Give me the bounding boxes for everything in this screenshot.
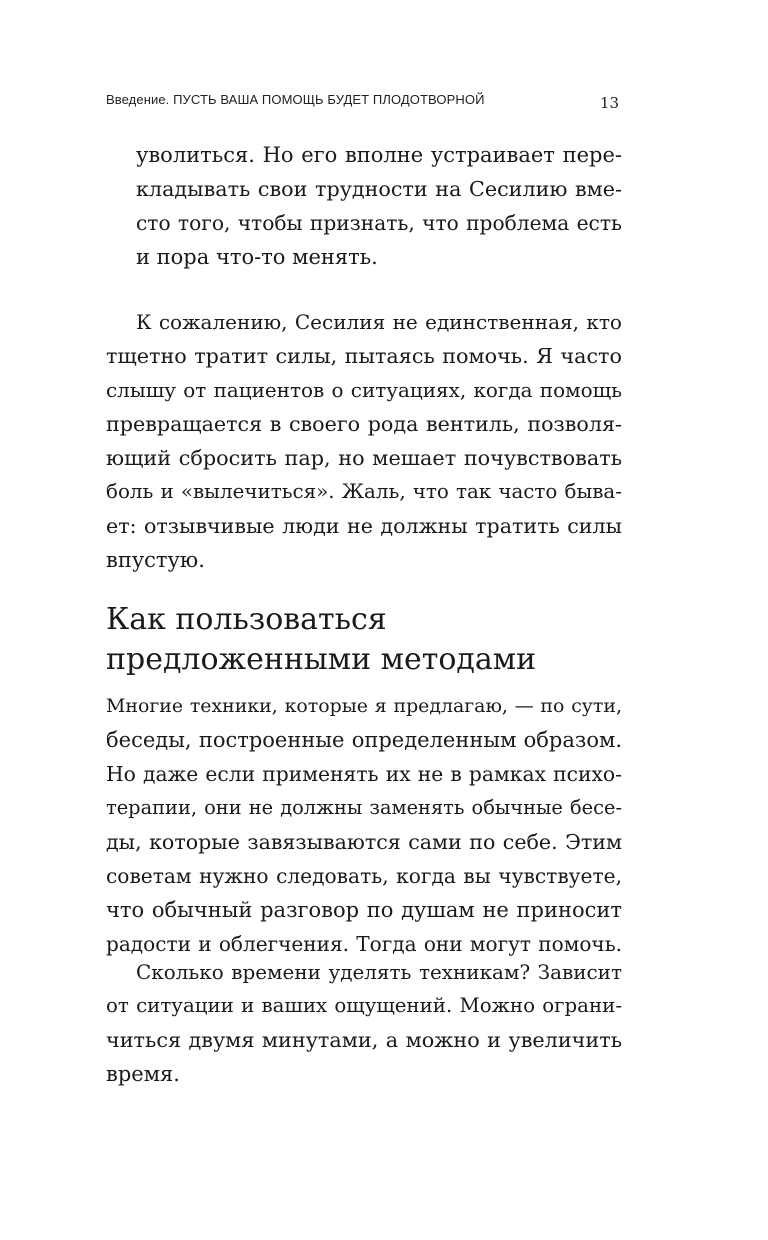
section-heading-line: Как пользоваться xyxy=(106,602,387,637)
running-head-title: Введение. ПУСТЬ ВАША ПОМОЩЬ БУДЕТ ПЛОДОТВОРНОЙ xyxy=(106,92,485,107)
text-line: читься двумя минутами, а можно и увеличить xyxy=(106,1028,622,1052)
paragraph-time xyxy=(106,955,622,1091)
paragraph-techniques xyxy=(106,689,622,961)
text-line: советам нужно следовать, когда вы чувствуете, xyxy=(106,864,622,888)
text-line: и пора что-то менять. xyxy=(136,245,378,269)
text-line: беседы, построенные определенным образом. xyxy=(106,728,622,752)
text-line: ет: отзывчивые люди не должны тратить силы xyxy=(106,514,622,538)
text-line: тщетно тратит силы, пытаясь помочь. Я часто xyxy=(106,344,622,368)
text-line: уволиться. Но его вполне устраивает пере- xyxy=(136,143,622,167)
text-line: кладывать свои трудности на Сесилию вме- xyxy=(136,177,622,201)
page-number: 13 xyxy=(600,94,620,112)
paragraph-cecilia xyxy=(106,305,622,577)
text-line: Многие техники, которые я предлагаю, — по сути, xyxy=(106,695,622,717)
text-line: что обычный разговор по душам не приносит xyxy=(106,898,622,922)
text-line: радости и облегчения. Тогда они могут помочь. xyxy=(106,932,622,956)
text-line: ды, которые завязываются сами по себе. Этим xyxy=(106,830,622,854)
section-heading-line: предложенными методами xyxy=(106,642,537,677)
text-line: превращается в своего рода вентиль, позволя- xyxy=(106,412,622,436)
text-line: ющий сбросить пар, но мешает почувствовать xyxy=(106,446,622,470)
text-line: К сожалению, Сесилия не единственная, кто xyxy=(136,310,622,334)
text-line: терапии, они не должны заменять обычные бесе- xyxy=(106,796,622,819)
text-line: сто того, чтобы признать, что проблема есть xyxy=(136,211,622,235)
paragraph-continuation xyxy=(136,138,622,274)
text-line: боль и «вылечиться». Жаль, что так часто быва- xyxy=(106,480,622,503)
text-line: время. xyxy=(106,1062,180,1086)
text-line: Сколько времени уделять техникам? Зависит xyxy=(136,960,622,984)
text-line: слышу от пациентов о ситуациях, когда помощь xyxy=(106,378,622,402)
section-heading xyxy=(106,600,666,680)
text-line: от ситуации и ваших ощущений. Можно ограни- xyxy=(106,994,622,1017)
text-line: Но даже если применять их не в рамках психо- xyxy=(106,762,622,786)
text-line: впустую. xyxy=(106,548,205,572)
